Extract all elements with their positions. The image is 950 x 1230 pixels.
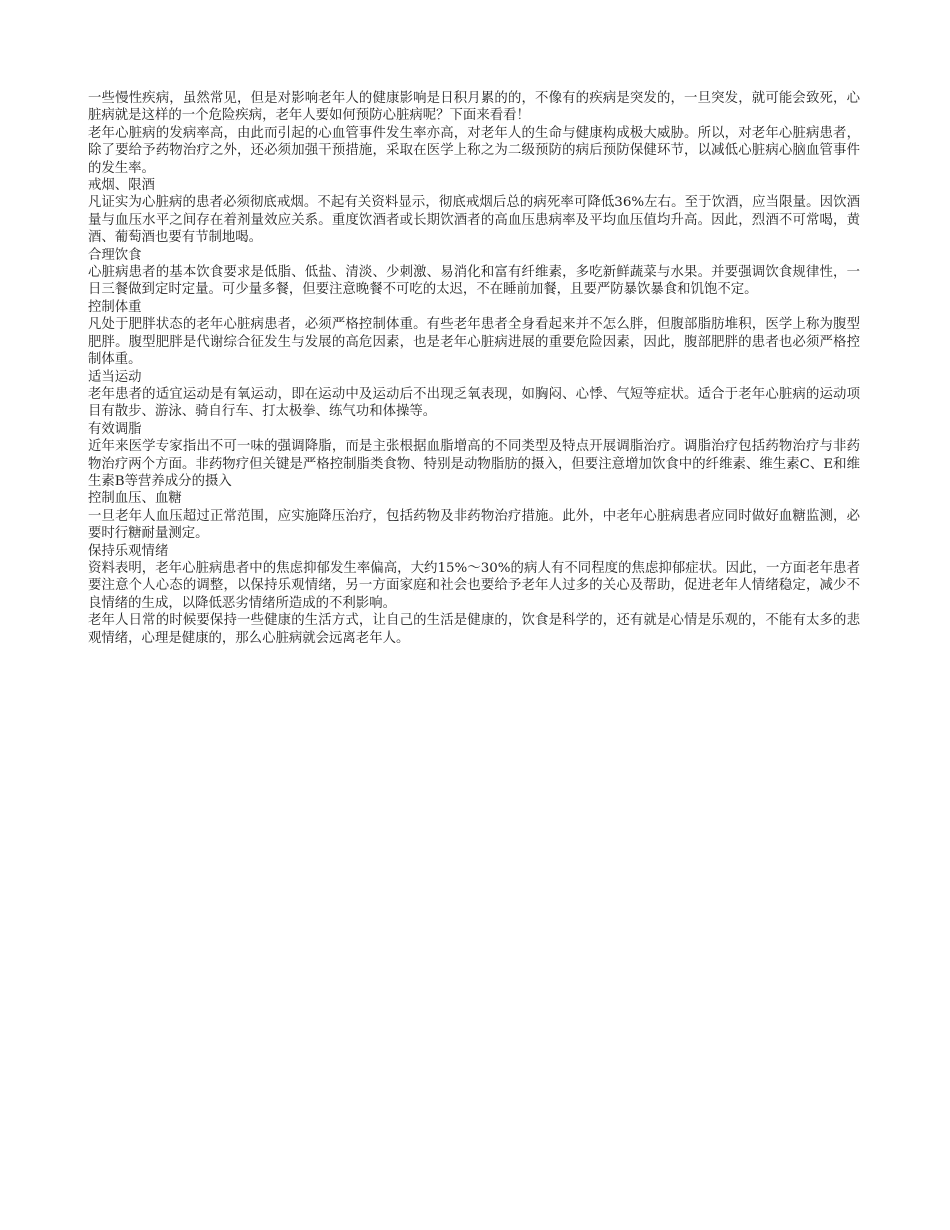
intro-paragraph-1: 一些慢性疾病，虽然常见，但是对影响老年人的健康影响是日积月累的的，不像有的疾病是突发的，一旦突发，就可能会致死，心脏病就是这样的一个危险疾病，老年人要如何预防心脏病呢？下面来看看！ (88, 91, 860, 124)
section-heading-lipids: 有效调脂 (88, 421, 142, 437)
section-heading-mood: 保持乐观情绪 (88, 543, 169, 559)
section-body-blood-pressure: 一旦老年人血压超过正常范围，应实施降压治疗，包括药物及非药物治疗措施。此外，中老年心脏病患者应同时做好血糖监测，必要时行糖耐量测定。 (88, 508, 860, 542)
article-body (88, 90, 860, 647)
section-body-lipids: 近年来医学专家指出不可一味的强调降脂，而是主张根据血脂增高的不同类型及特点开展调脂治疗。调脂治疗包括药物治疗与非药物治疗两个方面。非药物疗但关键是严格控制脂类食物、特别是动物脂肪的摄入，但要注意增加饮食中的纤维素、维生素C、E和维生素B等营养成分的摄入 (88, 439, 860, 489)
conclusion-paragraph: 老年人日常的时候要保持一些健康的生活方式，让自己的生活是健康的，饮食是科学的，还有就是心情是乐观的，不能有太多的悲观情绪，心理是健康的，那么心脏病就会远离老年人。 (88, 613, 860, 646)
section-body-quit-smoking: 凡证实为心脏病的患者必须彻底戒烟。不起有关资料显示，彻底戒烟后总的病死率可降低36%左右。至于饮酒，应当限量。因饮酒量与血压水平之间存在着剂量效应关系。重度饮酒者或长期饮酒者的高血压患病率及平均血压值均升高。因此，烈酒不可常喝，黄酒、葡萄酒也要有节制地喝。 (88, 195, 860, 246)
section-body-mood: 资料表明，老年心脏病患者中的焦虑抑郁发生率偏高，大约15%～30%的病人有不同程度的焦虑抑郁症状。因此，一方面老年患者要注意个人心态的调整，以保持乐观情绪，另一方面家庭和社会也要给予老年人过多的关心及帮助，促进老年人情绪稳定，减少不良情绪的生成，以降低恶劣情绪所造成的不利影响。 (88, 560, 860, 611)
section-body-weight: 凡处于肥胖状态的老年心脏病患者，必须严格控制体重。有些老年患者全身看起来并不怎么胖，但腹部脂肪堆积，医学上称为腹型肥胖。腹型肥胖是代谢综合征发生与发展的高危因素，也是老年心脏病进展的重要危险因素，因此，腹部肥胖的患者也必须严格控制体重。 (88, 317, 860, 368)
section-heading-quit-smoking: 戒烟、限酒 (88, 178, 155, 194)
section-body-exercise: 老年患者的适宜运动是有氧运动，即在运动中及运动后不出现乏氧表现，如胸闷、心悸、气短等症状。适合于老年心脏病的运动项目有散步、游泳、骑自行车、打太极拳、练气功和体操等。 (88, 386, 860, 420)
section-heading-blood-pressure: 控制血压、血糖 (88, 491, 182, 507)
section-heading-exercise: 适当运动 (88, 369, 142, 385)
intro-paragraph-2: 老年心脏病的发病率高，由此而引起的心血管事件发生率亦高，对老年人的生命与健康构成极大威胁。所以，对老年心脏病患者，除了要给予药物治疗之外，还必须加强干预措施，采取在医学上称之为二级预防的病后预防保健环节，以减低心脏病心脑血管事件的发生率。 (88, 125, 860, 176)
section-heading-diet: 合理饮食 (88, 247, 142, 263)
section-body-diet: 心脏病患者的基本饮食要求是低脂、低盐、清淡、少刺激、易消化和富有纤维素，多吃新鲜蔬菜与水果。并要强调饮食规律性，一日三餐做到定时定量。可少量多餐，但要注意晚餐不可吃的太迟，不在睡前加餐，且要严防暴饮暴食和饥饱不定。 (88, 265, 860, 298)
section-heading-weight: 控制体重 (88, 299, 142, 315)
